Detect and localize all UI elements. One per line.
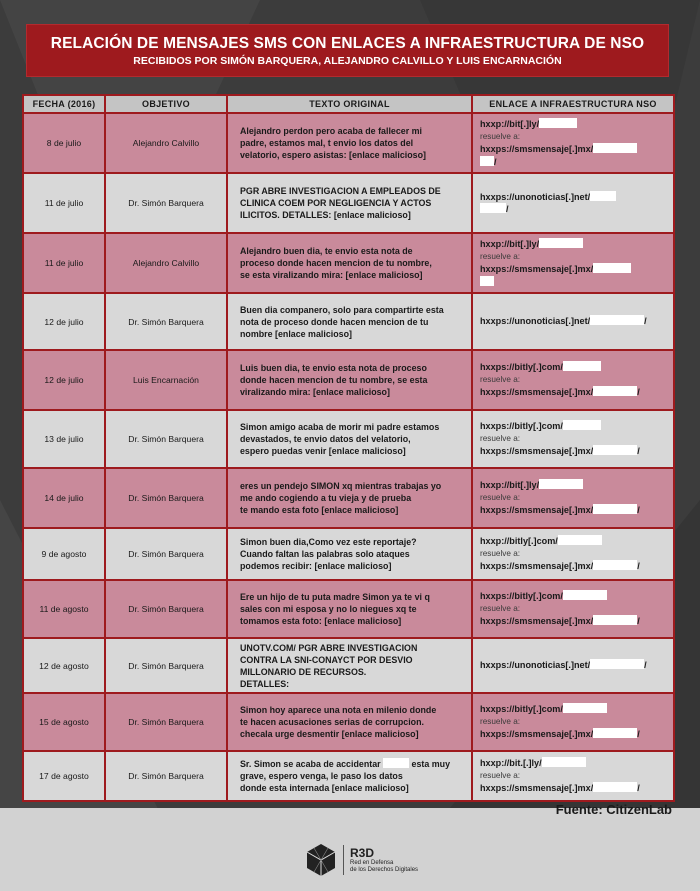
link-url: hxxps://smsmensaje[.]mx/	[480, 505, 594, 516]
redaction-block	[542, 757, 586, 767]
cell-objetivo: Dr. Simón Barquera	[105, 410, 227, 468]
redaction-block	[590, 315, 644, 325]
r3d-logo	[305, 842, 418, 878]
cell-objetivo: Dr. Simón Barquera	[105, 638, 227, 693]
header-fecha: FECHA (2016)	[23, 95, 105, 113]
texto-line: te hacen acusaciones serias de corrupcion.	[240, 717, 424, 727]
table-row	[23, 233, 674, 293]
redaction-block	[539, 118, 577, 128]
cell-enlace	[472, 580, 674, 638]
logo-separator	[343, 845, 344, 875]
texto-line: UNOTV.COM/ PGR ABRE INVESTIGACION	[240, 642, 418, 653]
cell-enlace	[472, 410, 674, 468]
link-tail: /	[637, 729, 640, 740]
title-line-2: RECIBIDOS POR SIMÓN BARQUERA, ALEJANDRO CALVILLO Y LUIS ENCARNACIÓN	[133, 55, 562, 67]
link-url: hxxps://unonoticias[.]net/	[480, 316, 591, 327]
redaction-block	[563, 361, 601, 371]
cell-enlace	[472, 350, 674, 410]
cell-texto	[227, 638, 472, 693]
link-url: hxxps://smsmensaje[.]mx/	[480, 561, 594, 572]
texto-line: me ando cogiendo a tu vieja y de prueba	[240, 493, 412, 503]
texto-line: esta muy	[411, 759, 451, 769]
cell-enlace	[472, 638, 674, 693]
cell-fecha: 11 de agosto	[23, 580, 105, 638]
cell-texto	[227, 173, 472, 233]
logo-name: R3D	[350, 846, 375, 860]
link-url: hxxp://bit[.]ly/	[480, 119, 540, 129]
cell-enlace	[472, 113, 674, 173]
link-tail: /	[637, 561, 640, 572]
table-row	[23, 693, 674, 751]
cell-objetivo: Dr. Simón Barquera	[105, 751, 227, 801]
cell-texto	[227, 580, 472, 638]
cell-fecha: 14 de julio	[23, 468, 105, 528]
texto-line: Alejandro perdon pero acaba de fallecer mi	[240, 126, 422, 136]
texto-line: devastados, te envio datos del velatorio,	[240, 434, 411, 444]
cell-fecha: 8 de julio	[23, 113, 105, 173]
cell-texto	[227, 693, 472, 751]
link-url: hxxp://bitly[.]com/	[480, 536, 558, 547]
cell-texto	[227, 233, 472, 293]
redaction-block	[593, 615, 637, 625]
texto-line: checala urge desmentir [enlace malicioso]	[240, 729, 419, 739]
redaction-block	[563, 420, 601, 430]
link-url: hxxps://bitly[.]com/	[480, 362, 563, 373]
texto-line: donde hacen mencion de tu nombre, se esta	[240, 375, 428, 385]
cell-fecha: 17 de agosto	[23, 751, 105, 801]
texto-line: Ere un hijo de tu puta madre Simon ya te vi q	[240, 592, 430, 602]
texto-line: ILICITOS. DETALLES: [enlace malicioso]	[240, 210, 411, 220]
texto-line: PGR ABRE INVESTIGACION A EMPLEADOS DE	[240, 186, 441, 196]
source-credit: Fuente: CitizenLab	[555, 802, 672, 817]
table-row	[23, 113, 674, 173]
cell-texto	[227, 410, 472, 468]
table-row	[23, 468, 674, 528]
texto-line: eres un pendejo SIMON xq mientras trabajas yo	[240, 481, 442, 491]
resuelve-label: resuelve a:	[480, 770, 521, 780]
link-url: hxxps://smsmensaje[.]mx/	[480, 446, 594, 457]
link-tail: /	[494, 156, 497, 167]
cell-enlace	[472, 173, 674, 233]
header-texto: TEXTO ORIGINAL	[227, 95, 472, 113]
cell-texto	[227, 468, 472, 528]
cell-objetivo: Dr. Simón Barquera	[105, 528, 227, 580]
redaction-block	[593, 143, 637, 153]
texto-line: MILLONARIO DE RECURSOS.	[240, 666, 367, 677]
link-tail: /	[637, 783, 640, 794]
logo-sub-1: Red en Defensa	[350, 860, 394, 866]
texto-line: podemos recibir: [enlace malicioso]	[240, 561, 392, 571]
cell-enlace	[472, 751, 674, 801]
redaction-block	[593, 386, 637, 396]
resuelve-label: resuelve a:	[480, 603, 521, 613]
cell-texto	[227, 751, 472, 801]
link-url: hxxps://smsmensaje[.]mx/	[480, 616, 594, 627]
table-row	[23, 580, 674, 638]
title-banner	[26, 24, 669, 77]
cell-fecha: 12 de julio	[23, 293, 105, 350]
texto-line: CLINICA COEM POR NEGLIGENCIA Y ACTOS	[240, 198, 432, 208]
link-tail: /	[637, 446, 640, 457]
redaction-block	[593, 728, 637, 738]
cell-enlace	[472, 528, 674, 580]
cell-objetivo: Dr. Simón Barquera	[105, 173, 227, 233]
texto-line: Simon amigo acaba de morir mi padre estamos	[240, 422, 440, 432]
texto-line: Simon buen dia,Como vez este reportaje?	[240, 537, 417, 547]
redaction-block	[590, 191, 616, 201]
redaction-block	[563, 590, 607, 600]
link-url: hxxps://smsmensaje[.]mx/	[480, 387, 594, 398]
redaction-block	[480, 276, 494, 286]
redaction-block	[558, 535, 602, 545]
table-row	[23, 528, 674, 580]
link-url: hxxps://unonoticias[.]net/	[480, 191, 591, 202]
link-tail: /	[506, 204, 509, 214]
texto-line: te mando esta foto [enlace malicioso]	[240, 505, 399, 515]
link-url: hxxp://bit.[.]ly/	[480, 758, 542, 769]
resuelve-label: resuelve a:	[480, 433, 521, 443]
link-tail: /	[644, 316, 647, 327]
cell-enlace	[472, 468, 674, 528]
redaction-block	[593, 560, 637, 570]
cube-logo-icon	[305, 842, 337, 878]
texto-line: proceso donde hacen mencion de tu nombre,	[240, 258, 432, 268]
texto-line: sales con mi esposa y no lo niegues xq te	[240, 604, 417, 614]
redaction-block	[590, 659, 644, 669]
texto-line: nota de proceso donde hacen mencion de tu	[240, 316, 429, 327]
texto-line: tomamos esta foto: [enlace malicioso]	[240, 616, 402, 626]
texto-line: Simon hoy aparece una nota en milenio donde	[240, 705, 437, 715]
texto-line: espero puedas venir [enlace malicioso]	[240, 446, 406, 456]
link-tail: /	[637, 505, 640, 516]
link-tail: /	[644, 660, 647, 671]
table-row	[23, 293, 674, 350]
cell-objetivo: Luis Encarnación	[105, 350, 227, 410]
cell-texto	[227, 528, 472, 580]
table-row	[23, 410, 674, 468]
link-url: hxxps://bitly[.]com/	[480, 421, 563, 432]
link-url: hxxps://bitly[.]com/	[480, 591, 563, 602]
header-enlace: ENLACE A INFRAESTRUCTURA NSO	[472, 95, 674, 113]
cell-enlace	[472, 293, 674, 350]
cell-fecha: 13 de julio	[23, 410, 105, 468]
link-url: hxxp://bit[.]ly/	[480, 239, 540, 249]
resuelve-label: resuelve a:	[480, 251, 521, 261]
link-url: hxxps://unonoticias[.]net/	[480, 660, 591, 671]
cell-texto	[227, 113, 472, 173]
texto-line: velatorio, espero asistas: [enlace malicioso]	[240, 150, 426, 160]
texto-line: Buen dia companero, solo para compartirte esta	[240, 304, 444, 315]
link-tail: /	[637, 616, 640, 627]
redaction-block	[563, 703, 607, 713]
cell-fecha: 9 de agosto	[23, 528, 105, 580]
texto-line: nombre [enlace malicioso]	[240, 328, 352, 339]
cell-enlace	[472, 233, 674, 293]
cell-objetivo: Dr. Simón Barquera	[105, 468, 227, 528]
texto-line: se esta viralizando mira: [enlace malicioso]	[240, 270, 423, 280]
cell-objetivo: Dr. Simón Barquera	[105, 580, 227, 638]
table-header-row	[23, 95, 674, 113]
redaction-block	[480, 156, 494, 166]
texto-line: CONTRA LA SNI-CONAYCT POR DESVIO	[240, 654, 413, 665]
cell-texto	[227, 293, 472, 350]
cell-fecha: 11 de julio	[23, 173, 105, 233]
texto-line: padre, estamos mal, t envio los datos del	[240, 138, 414, 148]
cell-fecha: 12 de julio	[23, 350, 105, 410]
cell-objetivo: Alejandro Calvillo	[105, 113, 227, 173]
redaction-block	[593, 445, 637, 455]
sms-table	[22, 94, 675, 802]
cell-objetivo: Dr. Simón Barquera	[105, 293, 227, 350]
resuelve-label: resuelve a:	[480, 374, 521, 384]
link-url: hxxps://smsmensaje[.]mx/	[480, 729, 594, 740]
texto-line: DETALLES:	[240, 678, 290, 689]
cell-fecha: 11 de julio	[23, 233, 105, 293]
resuelve-label: resuelve a:	[480, 548, 521, 558]
redaction-block	[593, 504, 637, 514]
header-objetivo: OBJETIVO	[105, 95, 227, 113]
table-row	[23, 350, 674, 410]
redaction-block	[593, 263, 631, 273]
link-url: hxxps://smsmensaje[.]mx/	[480, 264, 594, 274]
resuelve-label: resuelve a:	[480, 492, 521, 502]
texto-line: Alejandro buen dia, te envio esta nota de	[240, 246, 413, 256]
table-row	[23, 173, 674, 233]
title-line-1: RELACIÓN DE MENSAJES SMS CON ENLACES A INFRAESTRUCTURA DE NSO	[50, 35, 645, 52]
redaction-block	[593, 782, 637, 792]
link-url: hxxps://bitly[.]com/	[480, 704, 563, 715]
texto-line: viralizando mira: [enlace malicioso]	[240, 387, 390, 397]
cell-fecha: 15 de agosto	[23, 693, 105, 751]
cell-enlace	[472, 693, 674, 751]
table-row	[23, 751, 674, 801]
redaction-block	[480, 203, 506, 213]
resuelve-label: resuelve a:	[480, 131, 521, 141]
redaction-block	[539, 238, 583, 248]
resuelve-label: resuelve a:	[480, 716, 521, 726]
link-tail: /	[637, 387, 640, 398]
redaction-block	[539, 479, 583, 489]
texto-line: donde esta internada [enlace malicioso]	[240, 783, 409, 793]
link-url: hxxps://smsmensaje[.]mx/	[480, 144, 594, 154]
cell-objetivo: Dr. Simón Barquera	[105, 693, 227, 751]
cell-fecha: 12 de agosto	[23, 638, 105, 693]
texto-line: Luis buen dia, te envio esta nota de proceso	[240, 363, 427, 373]
logo-sub-2: de los Derechos Digitales	[350, 867, 419, 873]
cell-objetivo: Alejandro Calvillo	[105, 233, 227, 293]
redaction-block	[383, 758, 409, 768]
texto-line: grave, espero venga, le paso los datos	[240, 771, 403, 781]
link-url: hxxps://smsmensaje[.]mx/	[480, 783, 594, 794]
texto-line: Sr. Simon se acaba de accidentar	[240, 759, 381, 769]
texto-line: Cuando faltan las palabras solo ataques	[240, 549, 410, 559]
table-row	[23, 638, 674, 693]
cell-texto	[227, 350, 472, 410]
link-url: hxxp://bit[.]ly/	[480, 480, 540, 491]
